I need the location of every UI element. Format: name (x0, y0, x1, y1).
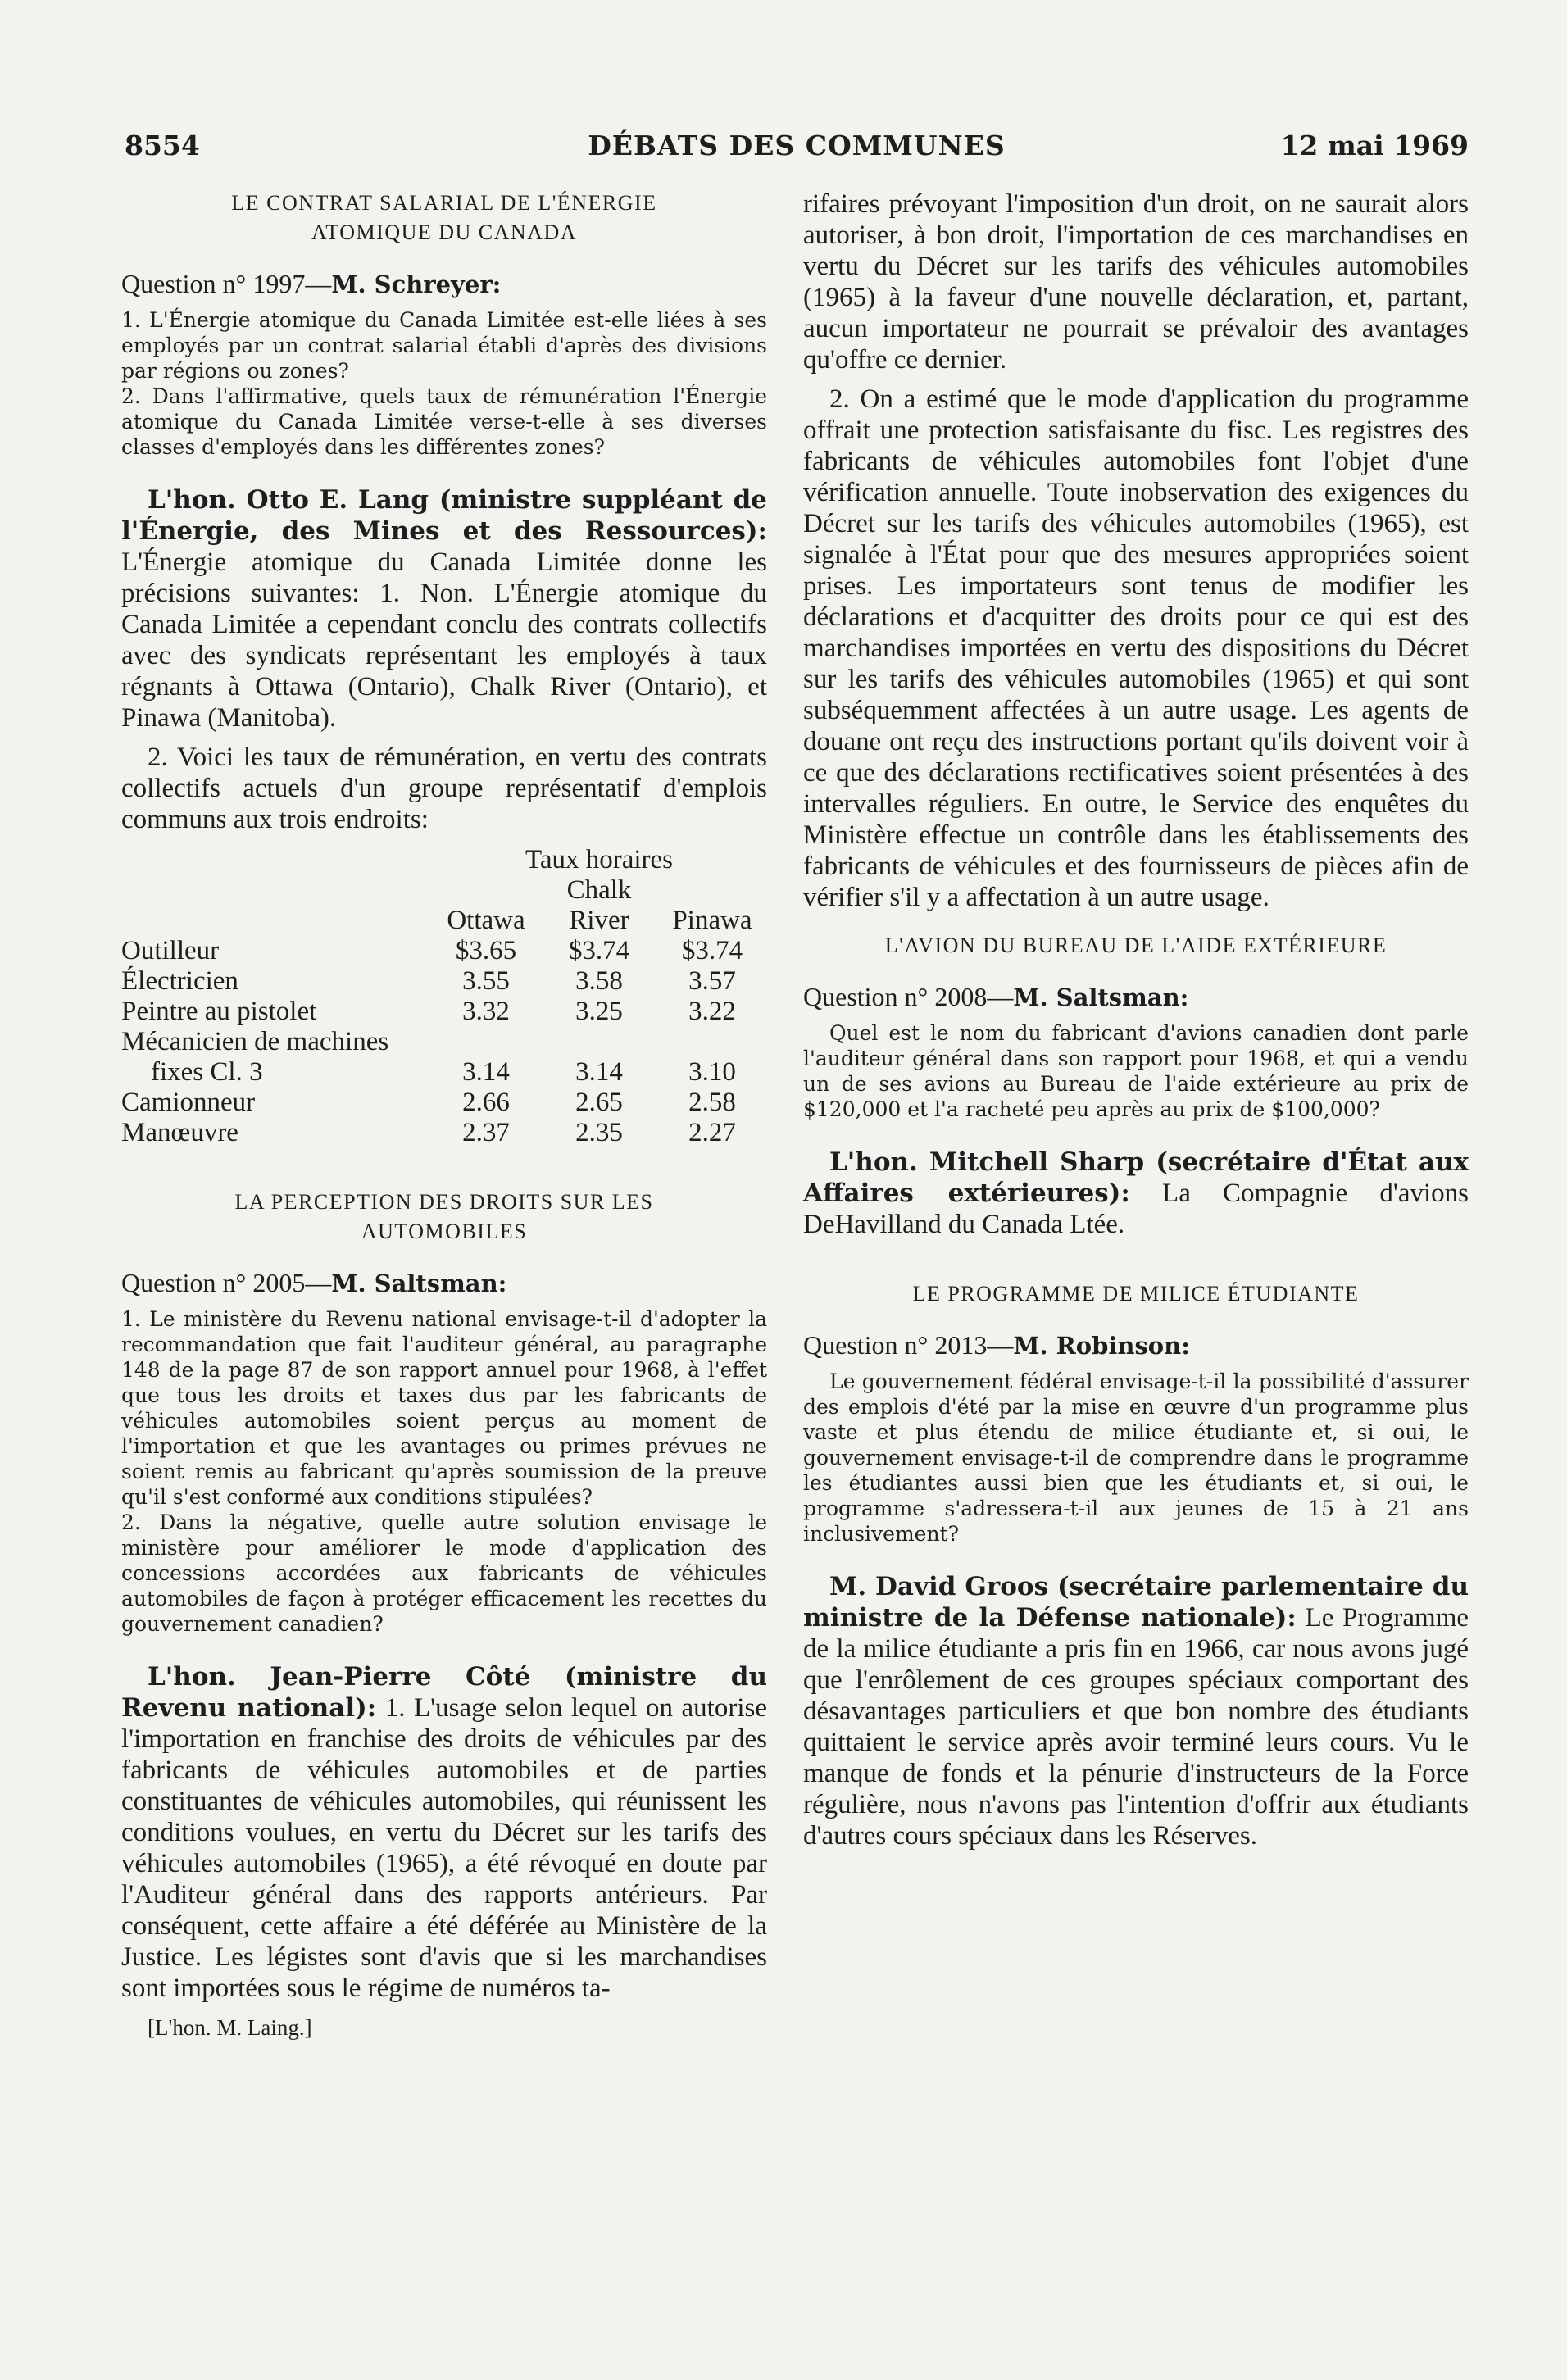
page-header (125, 129, 1469, 170)
answer-2005-continued: rifaires prévoyant l'imposition d'un droit, on ne saurait alors autoriser, à bon droit, l'importation de ces marchandises en vertu du Décret sur les tarifs des véhicules automobiles (1965) à la faveur d'une nouvelle déclaration, et, partant, aucun importateur ne pourrait se prévaloir des avantages qu'offre ce dernier. 2. On a estimé que le mode d'application du programme offrait une protection satisfaisante du fisc. Les registres des fabricants de véhicules automobiles font l'objet d'une vérification annuelle. Toute inobservation des exigences du Décret sur les tarifs des véhicules automobiles (1965), est signalée à l'État pour que des mesures appropriées soient prises. Les importateurs sont tenus de modifier les déclarations et d'acquitter des droits pour ce qui est des marchandises importées en vertu des dispositions du Décret sur les tarifs des véhicules automobiles (1965) et qui sont subséquemment affectées à un autre usage. Les agents de douane ont reçu des instructions portant qu'ils doivent voir à ce que des déclarations rectificatives soient présentées à des intervalles réguliers. En outre, le Service des enquêtes du Ministère effectue un contrôle dans les établissements des fabricants de véhicules et des fournisseurs de pièces afin de vérifier s'il y a affectation à un autre usage. (803, 189, 1469, 912)
section-heading-student-militia: LE PROGRAMME DE MILICE ÉTUDIANTE (912, 1282, 1360, 1306)
table-row: Mécanicien de machines (121, 1027, 389, 1056)
table-header-river: River (569, 906, 629, 935)
question-text: Quel est le nom du fabricant d'avions canadien dont parle l'auditeur général dans son rapport pour 1968, et qui a vendu un de ses avions au Bureau de l'aide extérieure au prix de $120,000 et l'a racheté peu après au prix de $100,000? (803, 1021, 1469, 1121)
table-row: fixes Cl. 3 3.14 3.14 3.10 (151, 1057, 736, 1087)
table-header-ottawa: Ottawa (447, 906, 525, 935)
question-2013: Question n° 2013—M. Robinson: (803, 1330, 1190, 1360)
table-row: Manœuvre 2.37 2.35 2.27 (121, 1118, 736, 1147)
question-text: 1. Le ministère du Revenu national envisage-t-il d'adopter la recommandation que fait l'auditeur général, au paragraphe 148 de la page 87 de son rapport annuel pour 1968, à l'effet que tous les droits et taxes dus par les fabricants de véhicules automobiles soient perçus au moment de l'importation et que les avantages ou primes prévues ne soient remis au fabricant qu'après soumission de la preuve qu'il s'est conformé aux conditions stipulées? 2. Dans la négative, quelle autre solution envisage le ministère pour améliorer le mode d'application des concessions accordées aux fabricants de véhicules automobiles de façon à protéger efficacement les recettes du gouvernement canadien? (121, 1307, 767, 1636)
question-asker: M. Robinson: (1013, 1332, 1190, 1360)
question-text: Le gouvernement fédéral envisage-t-il la possibilité d'assurer des emplois d'été par la mise en œuvre d'un programme plus vaste et plus étendu de milice étudiante et, si oui, le gouvernement envisage-t-il de comprendre dans le programme les étudiantes aussi bien que les étudiants et, si oui, le programme s'adressera-t-il aux jeunes de 15 à 21 ans inclusivement? (803, 1369, 1469, 1546)
speaker-name: L'hon. Jean-Pierre Côté (ministre du Revenu national): (121, 1662, 767, 1723)
question-asker: M. Saltsman: (331, 1269, 507, 1297)
right-column (803, 188, 1469, 1851)
table-row: Peintre au pistolet 3.32 3.25 3.22 (121, 997, 736, 1026)
table-row: Outilleur $3.65 $3.74 $3.74 (121, 936, 743, 965)
section-heading-atomic-energy: LE CONTRAT SALARIAL DE L'ÉNERGIE ATOMIQUE DU CANADA (231, 191, 657, 244)
page-number: 8554 (125, 129, 200, 161)
publication-title: DÉBATS DES COMMUNES (588, 129, 1006, 161)
table-row: Électricien 3.55 3.58 3.57 (121, 966, 736, 996)
speaker-name: L'hon. Otto E. Lang (ministre suppléant de l'Énergie, des Mines et des Ressources): (121, 485, 767, 546)
speaker-attribution: [L'hon. M. Laing.] (148, 2015, 312, 2040)
section-heading-aircraft: L'AVION DU BUREAU DE L'AIDE EXTÉRIEURE (884, 933, 1388, 957)
question-text: 1. L'Énergie atomique du Canada Limitée est-elle liées à ses employés par un contrat salarial établi d'après des divisions par régions ou zones? 2. Dans l'affirmative, quels taux de rémunération l'Énergie atomique du Canada Limitée verse-t-elle à ses diverses classes d'employés dans les différentes zones? (121, 308, 767, 459)
question-asker: M. Schreyer: (331, 270, 502, 298)
table-header-pinawa: Pinawa (672, 906, 752, 935)
answer-2008: L'hon. Mitchell Sharp (secrétaire d'État aux Affaires extérieures): La Compagnie d'avions DeHavilland du Canada Ltée. (803, 1147, 1469, 1239)
answer-2005: L'hon. Jean-Pierre Côté (ministre du Revenu national): 1. L'usage selon lequel on autorise l'importation en franchise des droits de véhicules par des fabricants de véhicules automobiles et de parties constituantes de véhicules automobiles, qui réunissent les conditions voulues, en vertu du Décret sur les tarifs des véhicules automobiles (1965), a été révoqué en doute par l'Auditeur général dans des rapports antérieurs. Par conséquent, cette affaire a été déférée au Ministère de la Justice. Les légistes sont d'avis que si les marchandises sont importées sous le régime de numéros ta- (121, 1662, 767, 2003)
question-2008: Question n° 2008—M. Saltsman: (803, 982, 1189, 1011)
speaker-name: L'hon. Mitchell Sharp (secrétaire d'État aux Affaires extérieures): (803, 1147, 1469, 1208)
answer-1997: L'hon. Otto E. Lang (ministre suppléant de l'Énergie, des Mines et des Ressources): L'Énergie atomique du Canada Limitée donne les précisions suivantes: 1. Non. L'Énergie atomique du Canada Limitée a cependant conclu des contrats collectifs avec des syndicats représentant les employés à taux régnants à Ottawa (Ontario), Chalk River (Ontario), et Pinawa (Manitoba). 2. Voici les taux de rémunération, en vertu des contrats collectifs actuels d'un groupe représentatif d'emplois communs aux trois endroits: (121, 485, 767, 834)
speaker-name: M. David Groos (secrétaire parlementaire du ministre de la Défense nationale): (803, 1572, 1469, 1633)
question-asker: M. Saltsman: (1013, 983, 1189, 1011)
section-heading-auto-duties: LA PERCEPTION DES DROITS SUR LES AUTOMOBILES (234, 1190, 654, 1243)
publication-date: 12 mai 1969 (1280, 129, 1469, 161)
left-column (121, 188, 767, 2041)
table-header-chalk: Chalk (566, 875, 632, 905)
question-2005: Question n° 2005—M. Saltsman: (121, 1268, 507, 1297)
wage-rates-table (121, 845, 769, 1148)
table-header-group: Taux horaires (525, 845, 674, 874)
answer-2013: M. David Groos (secrétaire parlementaire du ministre de la Défense nationale): Le Programme de la milice étudiante a pris fin en 1966, car nous avons jugé que l'enrôlement de ces groupes spéciaux comportant des désavantages particuliers et que bon nombre des étudiants quittaient le service après avoir terminé leurs cours. Vu le manque de fonds et la pénurie d'instructeurs de la Force régulière, nous n'avons pas l'intention d'offrir aux étudiants d'autres cours spéciaux dans les Réserves. (803, 1572, 1469, 1851)
question-1997: Question n° 1997—M. Schreyer: (121, 269, 502, 298)
table-row: Camionneur 2.66 2.65 2.58 (121, 1088, 736, 1117)
